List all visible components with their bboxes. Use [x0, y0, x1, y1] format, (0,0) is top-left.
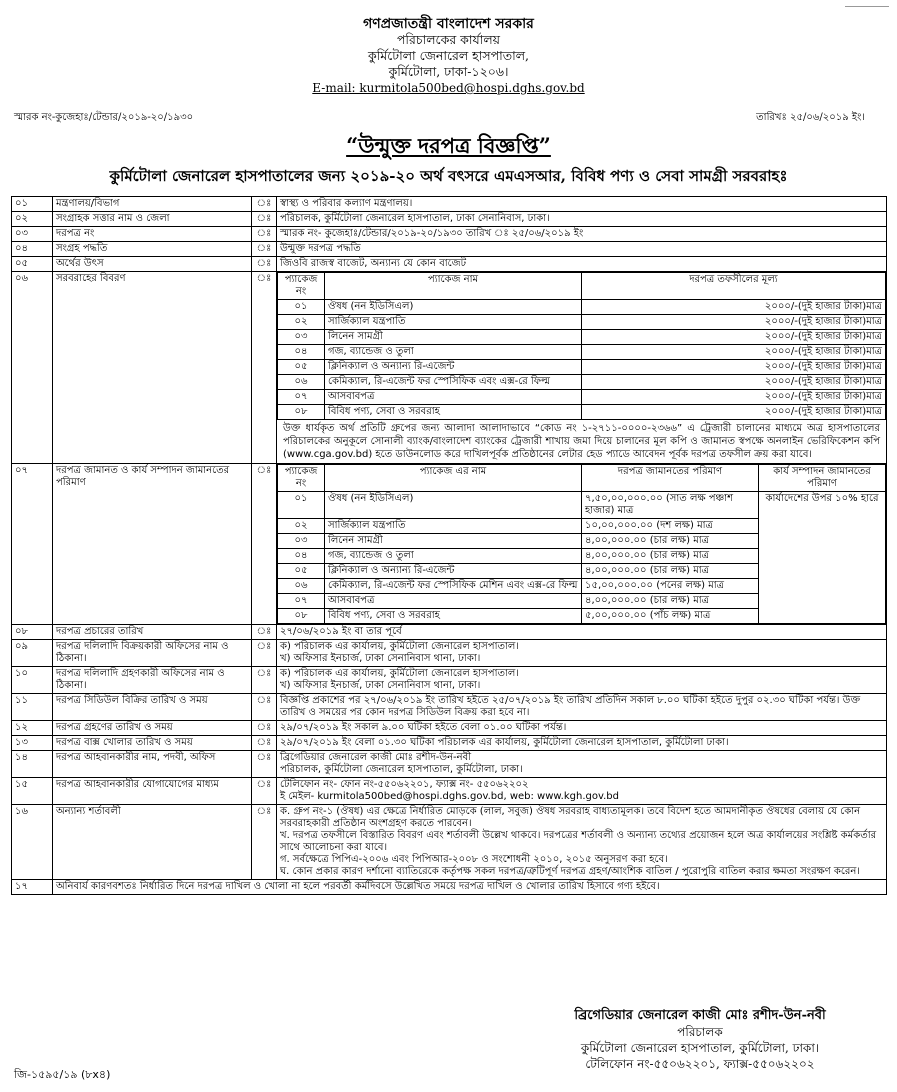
- package-number: ০৫: [278, 360, 325, 375]
- row-colon: ঃ: [252, 736, 277, 751]
- package-row: [278, 330, 886, 345]
- row-value: [277, 805, 887, 880]
- row-number: ০৫: [12, 257, 53, 272]
- row-value-line: খ) অফিসার ইনচার্জ, ঢাকা সেনানিবাস থানা, ঢাকা।: [280, 653, 481, 664]
- table-row: [12, 667, 887, 694]
- row-colon: ঃ: [252, 694, 277, 721]
- header-package-name: প্যাকেজ নাম: [325, 273, 582, 300]
- top-rule: [845, 6, 889, 7]
- row-label: সরবরাহের বিবরণ: [53, 272, 252, 464]
- package-number: ০১: [278, 300, 325, 315]
- table-row: [12, 880, 887, 895]
- row-value-line: খ) অফিসার ইনচার্জ, ঢাকা সেনানিবাস থানা, ঢাকা।: [280, 680, 481, 691]
- row-colon: ঃ: [252, 805, 277, 880]
- table-row: [12, 257, 887, 272]
- row-value-line: টেলিফোন নং- ফোন নং-৫৫০৬২২০১, ফ্যাক্স নং- ৫৫০৬২২০২: [280, 779, 529, 790]
- package-price: ২০০০/-(দুই হাজার টাকা)মাত্র: [582, 300, 886, 315]
- row-value-line: ক) পরিচালক এর কার্যালয়, কুর্মিটোলা জেনারেল হাসপাতাল।: [280, 641, 519, 652]
- row-number: ০১: [12, 197, 53, 212]
- row-label: অন্যান্য শর্তাবলী: [53, 805, 252, 880]
- table-row: [12, 227, 887, 242]
- row-full-text: অনিবার্য কারণবশতঃ নির্ধারিত দিনে দরপত্র দাখিল ও খোলা না হলে পরবর্তী কর্মদিবসে উল্লেখিত সময়ে দরপত্র দাখিল ও খোলার তারিখ হিসাবে গণ্য হইবে।: [53, 880, 887, 895]
- package-price: ২০০০/-(দুই হাজার টাকা)মাত্র: [582, 390, 886, 405]
- package-number: ০৬: [278, 375, 325, 390]
- package-name: ঔষধ (নন ইডিসিএল): [325, 492, 582, 519]
- package-security-amount: ৪,০০,০০০.০০ (চার লক্ষ) মাত্র: [582, 534, 759, 549]
- row-value-line: ক. গ্রুপ নং-১ (ঔষধ) এর ক্ষেত্রে নির্ধারিত মোড়কে (লাল, সবুজ) ঔষধ সরবরাহ বাধ্যতামূলক। তবে বিদেশ হতে আমদানীকৃত ঔষধের বেলায় যে কোন সরবরাহকারী প্রতিষ্ঠান অংশগ্রহণ করতে পারবেন।: [280, 806, 861, 829]
- signatory-title: পরিচালক: [677, 1025, 723, 1039]
- package-name: কেমিক্যাল, রি-এজেন্ট ফর স্পেসিফিক মেশিন এবং এক্স-রে ফিল্ম: [325, 579, 582, 594]
- package-number: ০৮: [278, 405, 325, 420]
- package-name: গজ, ব্যান্ডেজ ও তুলা: [325, 345, 582, 360]
- row-colon: ঃ: [252, 464, 277, 625]
- row-label: দরপত্র নং: [53, 227, 252, 242]
- header-tender-security: দরপত্র জামানতের পরিমাণ: [582, 465, 759, 492]
- package-price: ২০০০/-(দুই হাজার টাকা)মাত্র: [582, 405, 886, 420]
- header-package-name: প্যাকেজ এর নাম: [325, 465, 582, 492]
- package-security-amount: ৭,৫০,০০,০০০.০০ (সাত লক্ষ পঞ্চাশ হাজার) মাত্র: [582, 492, 759, 519]
- table-row: [12, 625, 887, 640]
- row-value: উন্মুক্ত দরপত্র পদ্ধতি: [277, 242, 887, 257]
- row-number: ১৫: [12, 778, 53, 805]
- row-value-line: ব্রিগেডিয়ার জেনারেল কাজী মোঃ রশীদ-উন-নবী: [280, 752, 472, 763]
- row-colon: ঃ: [252, 751, 277, 778]
- row-colon: ঃ: [252, 778, 277, 805]
- row-value-line: পরিচালক, কুর্মিটোলা জেনারেল হাসপাতাল, কুর্মিটোলা, ঢাকা।: [280, 764, 523, 775]
- row-value: [277, 667, 887, 694]
- table-row: [12, 242, 887, 257]
- row-number: ০৯: [12, 640, 53, 667]
- header-schedule-price: দরপত্র তফসীলের মূল্য: [582, 273, 886, 300]
- hospital-address: কুর্মিটোলা, ঢাকা-১২০৬।: [388, 64, 509, 79]
- row-value: [277, 751, 887, 778]
- header-package-no: প্যাকেজ নং: [278, 273, 325, 300]
- package-row: [278, 360, 886, 375]
- row-label: দরপত্র সিডিউল বিক্রির তারিখ ও সময়: [53, 694, 252, 721]
- security-package-table: [277, 464, 886, 624]
- package-security-amount: ১০,০০,০০০.০০ (দশ লক্ষ) মাত্র: [582, 519, 759, 534]
- row-value-line: ২৭/০৬/২০১৯ ইং বা তার পূর্বে: [280, 626, 402, 637]
- package-number: ০৭: [278, 594, 325, 609]
- row-value-line: ই মেইল- kurmitola500bed@hospi.dghs.gov.bd, web: www.kgh.gov.bd: [280, 791, 619, 802]
- table-row: [12, 805, 887, 880]
- package-price: ২০০০/-(দুই হাজার টাকা)মাত্র: [582, 375, 886, 390]
- table-row: [12, 464, 887, 625]
- package-name: আসবাবপত্র: [325, 594, 582, 609]
- table-row: [12, 736, 887, 751]
- package-price: ২০০০/-(দুই হাজার টাকা)মাত্র: [582, 330, 886, 345]
- package-name: গজ, ব্যান্ডেজ ও তুলা: [325, 549, 582, 564]
- row-value: [277, 694, 887, 721]
- row-number: ০৭: [12, 464, 53, 625]
- row-number: ০৮: [12, 625, 53, 640]
- signatory-name: ব্রিগেডিয়ার জেনারেল কাজী মোঃ রশীদ-উন-নবী: [574, 1008, 826, 1023]
- row-colon: ঃ: [252, 625, 277, 640]
- row-value: স্বাস্থ্য ও পরিবার কল্যাণ মন্ত্রণালয়।: [277, 197, 887, 212]
- row-value-line: ঘ. কোন প্রকার কারণ দর্শানো ব্যাতিরেকে কর্তৃপক্ষ সকল দরপত্র/ত্রুটিপূর্ণ দরপত্র গ্রহণ/আংশিক বাতিল / পুরোপুরি বাতিল করার ক্ষমতা সংরক্ষণ করেন।: [280, 866, 860, 877]
- row-value-line: ক) পরিচালক এর কার্যালয়, কুর্মিটোলা জেনারেল হাসপাতাল।: [280, 668, 519, 679]
- tender-table: [11, 196, 887, 895]
- package-name: লিনেন সামগ্রী: [325, 534, 582, 549]
- row-label: অর্থের উৎস: [53, 257, 252, 272]
- package-name: বিবিধ পণ্য, সেবা ও সরবরাহ: [325, 609, 582, 624]
- package-price: ২০০০/-(দুই হাজার টাকা)মাত্র: [582, 360, 886, 375]
- package-name: সার্জিক্যাল যন্ত্রপাতি: [325, 519, 582, 534]
- package-number: ০৪: [278, 549, 325, 564]
- row-colon: ঃ: [252, 197, 277, 212]
- memo-number: স্মারক নং-কুজেহাঃ/টেন্ডার/২০১৯-২০/১৯৩০: [14, 112, 194, 123]
- package-name: ক্লিনিক্যাল ও অন্যান্য রি-এজেন্ট: [325, 360, 582, 375]
- header-package-no: প্যাকেজ নং: [278, 465, 325, 492]
- package-security-amount: ৪,০০,০০০.০০ (চার লক্ষ) মাত্র: [582, 549, 759, 564]
- package-price: ২০০০/-(দুই হাজার টাকা)মাত্র: [582, 345, 886, 360]
- package-price: ২০০০/-(দুই হাজার টাকা)মাত্র: [582, 315, 886, 330]
- row-number: ১৪: [12, 751, 53, 778]
- memo-date: তারিখঃ ২৫/০৬/২০১৯ ইং।: [756, 112, 865, 123]
- row-value-line: ২৯/০৭/২০১৯ ইং বেলা ০১.৩০ ঘটিকা পরিচালক এর কার্যালয়, কুর্মিটোলা জেনারেল হাসপাতাল, কুর্মিটোলা ঢাকা।: [280, 737, 729, 748]
- table-row: [12, 778, 887, 805]
- performance-security: কার্যাদেশের উপর ১০% হারে: [759, 492, 886, 624]
- row-label: দরপত্র প্রচারের তারিখ: [53, 625, 252, 640]
- package-row: [278, 492, 886, 519]
- row-number: ১০: [12, 667, 53, 694]
- row-number: ১৩: [12, 736, 53, 751]
- package-row: [278, 405, 886, 420]
- row-value: [277, 736, 887, 751]
- row-value: স্মারক নং- কুজেহাঃ/টেন্ডার/২০১৯-২০/১৯৩০ তারিখ ঃ ২৫/০৬/২০১৯ ইং: [277, 227, 887, 242]
- row-value: [277, 625, 887, 640]
- footer-code: জি-১৫৯৫/১৯ (৮x৪): [14, 1068, 111, 1081]
- package-number: ০৬: [278, 579, 325, 594]
- row-value-line: গ. সর্বক্ষেত্রে পিপিএ-২০০৬ এবং পিপিআর-২০০৮ ও সংশোধনী ২০১০, ২০১৫ অনুসরণ করা হবে।: [280, 854, 668, 865]
- row-value: [277, 721, 887, 736]
- package-number: ০৩: [278, 534, 325, 549]
- package-number: ০৩: [278, 330, 325, 345]
- row-number: ০৩: [12, 227, 53, 242]
- table-row: [12, 212, 887, 227]
- row-value-line: খ. দরপত্র তফসীলে বিস্তারিত বিবরণ এবং শর্তাবলী উল্লেখ থাকবে। দরপত্রের শর্তাবলী ও অন্যান্য তথ্যের প্রয়োজন হলে অত্র কার্যালয়ের সংশ্লিষ্ট কর্মকর্তার সাথে আলোচনা করা যাবে।: [280, 830, 877, 853]
- supply-note: উক্ত ধার্যকৃত অর্থ প্রতিটি গ্রুপের জন্য আলাদা আলাদাভাবে “কোড নং ১-২৭১১-০০০০-২৩৬৬” এ ট্রেজারী চালানের মাধ্যমে অত্র হাসপাতালের পরিচালকের অনুকূলে সোনালী ব্যাংক/বাংলাদেশ ব্যাংকের ট্রেজারী শাখায় জমা দিয়ে চালানের মূল কপি ও জামানত স্বপক্ষে অনলাইন ভেরিফিকেশন কপি (www.cga.gov.bd) হতে ডাউনলোড করে দাখিলপূর্বক প্রতিষ্ঠানের লেটার হেড প্যাডে আবেদন পূর্বক দরপত্র তফসীল ক্রয় করা যাবে।: [283, 423, 880, 460]
- row-value: জিওবি রাজস্ব বাজেট, অন্যান্য যে কোন বাজেট: [277, 257, 887, 272]
- row-label: দরপত্র দলিলাদি বিক্রয়কারী অফিসের নাম ও ঠিকানা।: [53, 640, 252, 667]
- notice-title: “উন্মুক্ত দরপত্র বিজ্ঞপ্তি”: [346, 133, 551, 158]
- package-row: [278, 390, 886, 405]
- package-name: আসবাবপত্র: [325, 390, 582, 405]
- package-row: [278, 315, 886, 330]
- package-security-amount: ৪,০০,০০০.০০ (চার লক্ষ) মাত্র: [582, 594, 759, 609]
- row-colon: ঃ: [252, 212, 277, 227]
- package-security-amount: ৫,০০,০০০.০০ (পাঁচ লক্ষ) মাত্র: [582, 609, 759, 624]
- table-row: [12, 694, 887, 721]
- package-number: ০৪: [278, 345, 325, 360]
- signature-block: [520, 1008, 880, 1072]
- package-number: ০২: [278, 519, 325, 534]
- package-row: [278, 375, 886, 390]
- row-label: দরপত্র আহবানকারীর যোগাযোগের মাধ্যম: [53, 778, 252, 805]
- row-number: ০৪: [12, 242, 53, 257]
- package-name: ক্লিনিক্যাল ও অন্যান্য রি-এজেন্ট: [325, 564, 582, 579]
- row-colon: ঃ: [252, 721, 277, 736]
- row-number: ০৬: [12, 272, 53, 464]
- package-security-amount: ১৫,০০,০০০.০০ (পনের লক্ষ) মাত্র: [582, 579, 759, 594]
- package-name: বিবিধ পণ্য, সেবা ও সরবরাহ: [325, 405, 582, 420]
- row-value: [277, 778, 887, 805]
- row-value-line: বিজ্ঞপ্তি প্রকাশের পর ২৭/০৬/২০১৯ ইং তারিখ হইতে ২৫/০৭/২০১৯ ইং তারিখ প্রতিদিন সকাল ৮.০০ ঘটিকা হইতে দুপুর ০২.৩০ ঘটিকা পর্যন্ত। উক্ত তারিখ ও সময়ের পর কোন দরপত্র সিডিউল বিক্রয় করা হবে না।: [280, 695, 861, 718]
- package-name: কেমিক্যাল, রি-এজেন্ট ফর স্পেসিফিক এবং এক্স-রে ফিল্ম: [325, 375, 582, 390]
- row-label: দরপত্র জামানত ও কার্য সম্পাদন জামানতের পরিমাণ: [53, 464, 252, 625]
- package-number: ০২: [278, 315, 325, 330]
- row-label: দরপত্র বাক্স খোলার তারিখ ও সময়: [53, 736, 252, 751]
- row-number: ১৭: [12, 880, 53, 895]
- row-label: দরপত্র দলিলাদি গ্রহণকারী অফিসের নাম ও ঠিকানা।: [53, 667, 252, 694]
- letterhead: [0, 16, 897, 96]
- table-row: [12, 751, 887, 778]
- supply-cell: [277, 272, 887, 464]
- row-label: মন্ত্রণালয়/বিভাগ: [53, 197, 252, 212]
- security-cell: [277, 464, 887, 625]
- row-value: [277, 640, 887, 667]
- row-number: ১১: [12, 694, 53, 721]
- table-row: [12, 640, 887, 667]
- table-row: [12, 272, 887, 464]
- row-number: ০২: [12, 212, 53, 227]
- header-performance-security: কার্য সম্পাদন জামানতের পরিমাণ: [759, 465, 886, 492]
- package-security-amount: ৪,০০,০০০.০০ (চার লক্ষ) মাত্র: [582, 564, 759, 579]
- table-row: [12, 197, 887, 212]
- signatory-office: কুর্মিটোলা জেনারেল হাসপাতাল, কুর্মিটোলা, ঢাকা।: [580, 1041, 820, 1055]
- row-number: ১২: [12, 721, 53, 736]
- signatory-phone: টেলিফোন নং-৫৫০৬২২০১, ফ্যাক্স-৫৫০৬২২০২: [585, 1057, 815, 1071]
- package-number: ০৫: [278, 564, 325, 579]
- row-label: সংগ্রাহক সত্তার নাম ও জেলা: [53, 212, 252, 227]
- package-name: সার্জিক্যাল যন্ত্রপাতি: [325, 315, 582, 330]
- row-colon: ঃ: [252, 257, 277, 272]
- row-number: ১৬: [12, 805, 53, 880]
- office-title: পরিচালকের কার্যালয়: [396, 32, 501, 47]
- package-name: লিনেন সামগ্রী: [325, 330, 582, 345]
- row-colon: ঃ: [252, 272, 277, 464]
- row-label: দরপত্র আহবানকারীর নাম, পদবী, অফিস: [53, 751, 252, 778]
- package-number: ০৭: [278, 390, 325, 405]
- row-colon: ঃ: [252, 667, 277, 694]
- package-name: ঔষধ (নন ইডিসিএল): [325, 300, 582, 315]
- package-row: [278, 300, 886, 315]
- row-colon: ঃ: [252, 227, 277, 242]
- row-colon: ঃ: [252, 242, 277, 257]
- package-number: ০৮: [278, 609, 325, 624]
- email-link[interactable]: E-mail: kurmitola500bed@hospi.dghs.gov.bd: [312, 81, 585, 95]
- package-number: ০১: [278, 492, 325, 519]
- hospital-name: কুর্মিটোলা জেনারেল হাসপাতাল,: [367, 48, 529, 63]
- row-label: সংগ্রহ পদ্ধতি: [53, 242, 252, 257]
- gov-title: গণপ্রজাতন্ত্রী বাংলাদেশ সরকার: [363, 16, 534, 32]
- row-label: দরপত্র গ্রহণের তারিখ ও সময়: [53, 721, 252, 736]
- row-value: পরিচালক, কুর্মিটোলা জেনারেল হাসপাতাল, ঢাকা সেনানিবাস, ঢাকা।: [277, 212, 887, 227]
- row-colon: ঃ: [252, 640, 277, 667]
- supply-package-table: [277, 272, 886, 420]
- row-value-line: ২৯/০৭/২০১৯ ইং সকাল ৯.০০ ঘটিকা হইতে বেলা ০১.০০ ঘটিকা পর্যন্ত।: [280, 722, 567, 733]
- notice-subtitle: কুর্মিটোলা জেনারেল হাসপাতালের জন্য ২০১৯-২০ অর্থ বৎসরে এমএসআর, বিবিধ পণ্য ও সেবা সামগ্রী সরবরাহঃ: [109, 167, 788, 185]
- package-row: [278, 345, 886, 360]
- table-row: [12, 721, 887, 736]
